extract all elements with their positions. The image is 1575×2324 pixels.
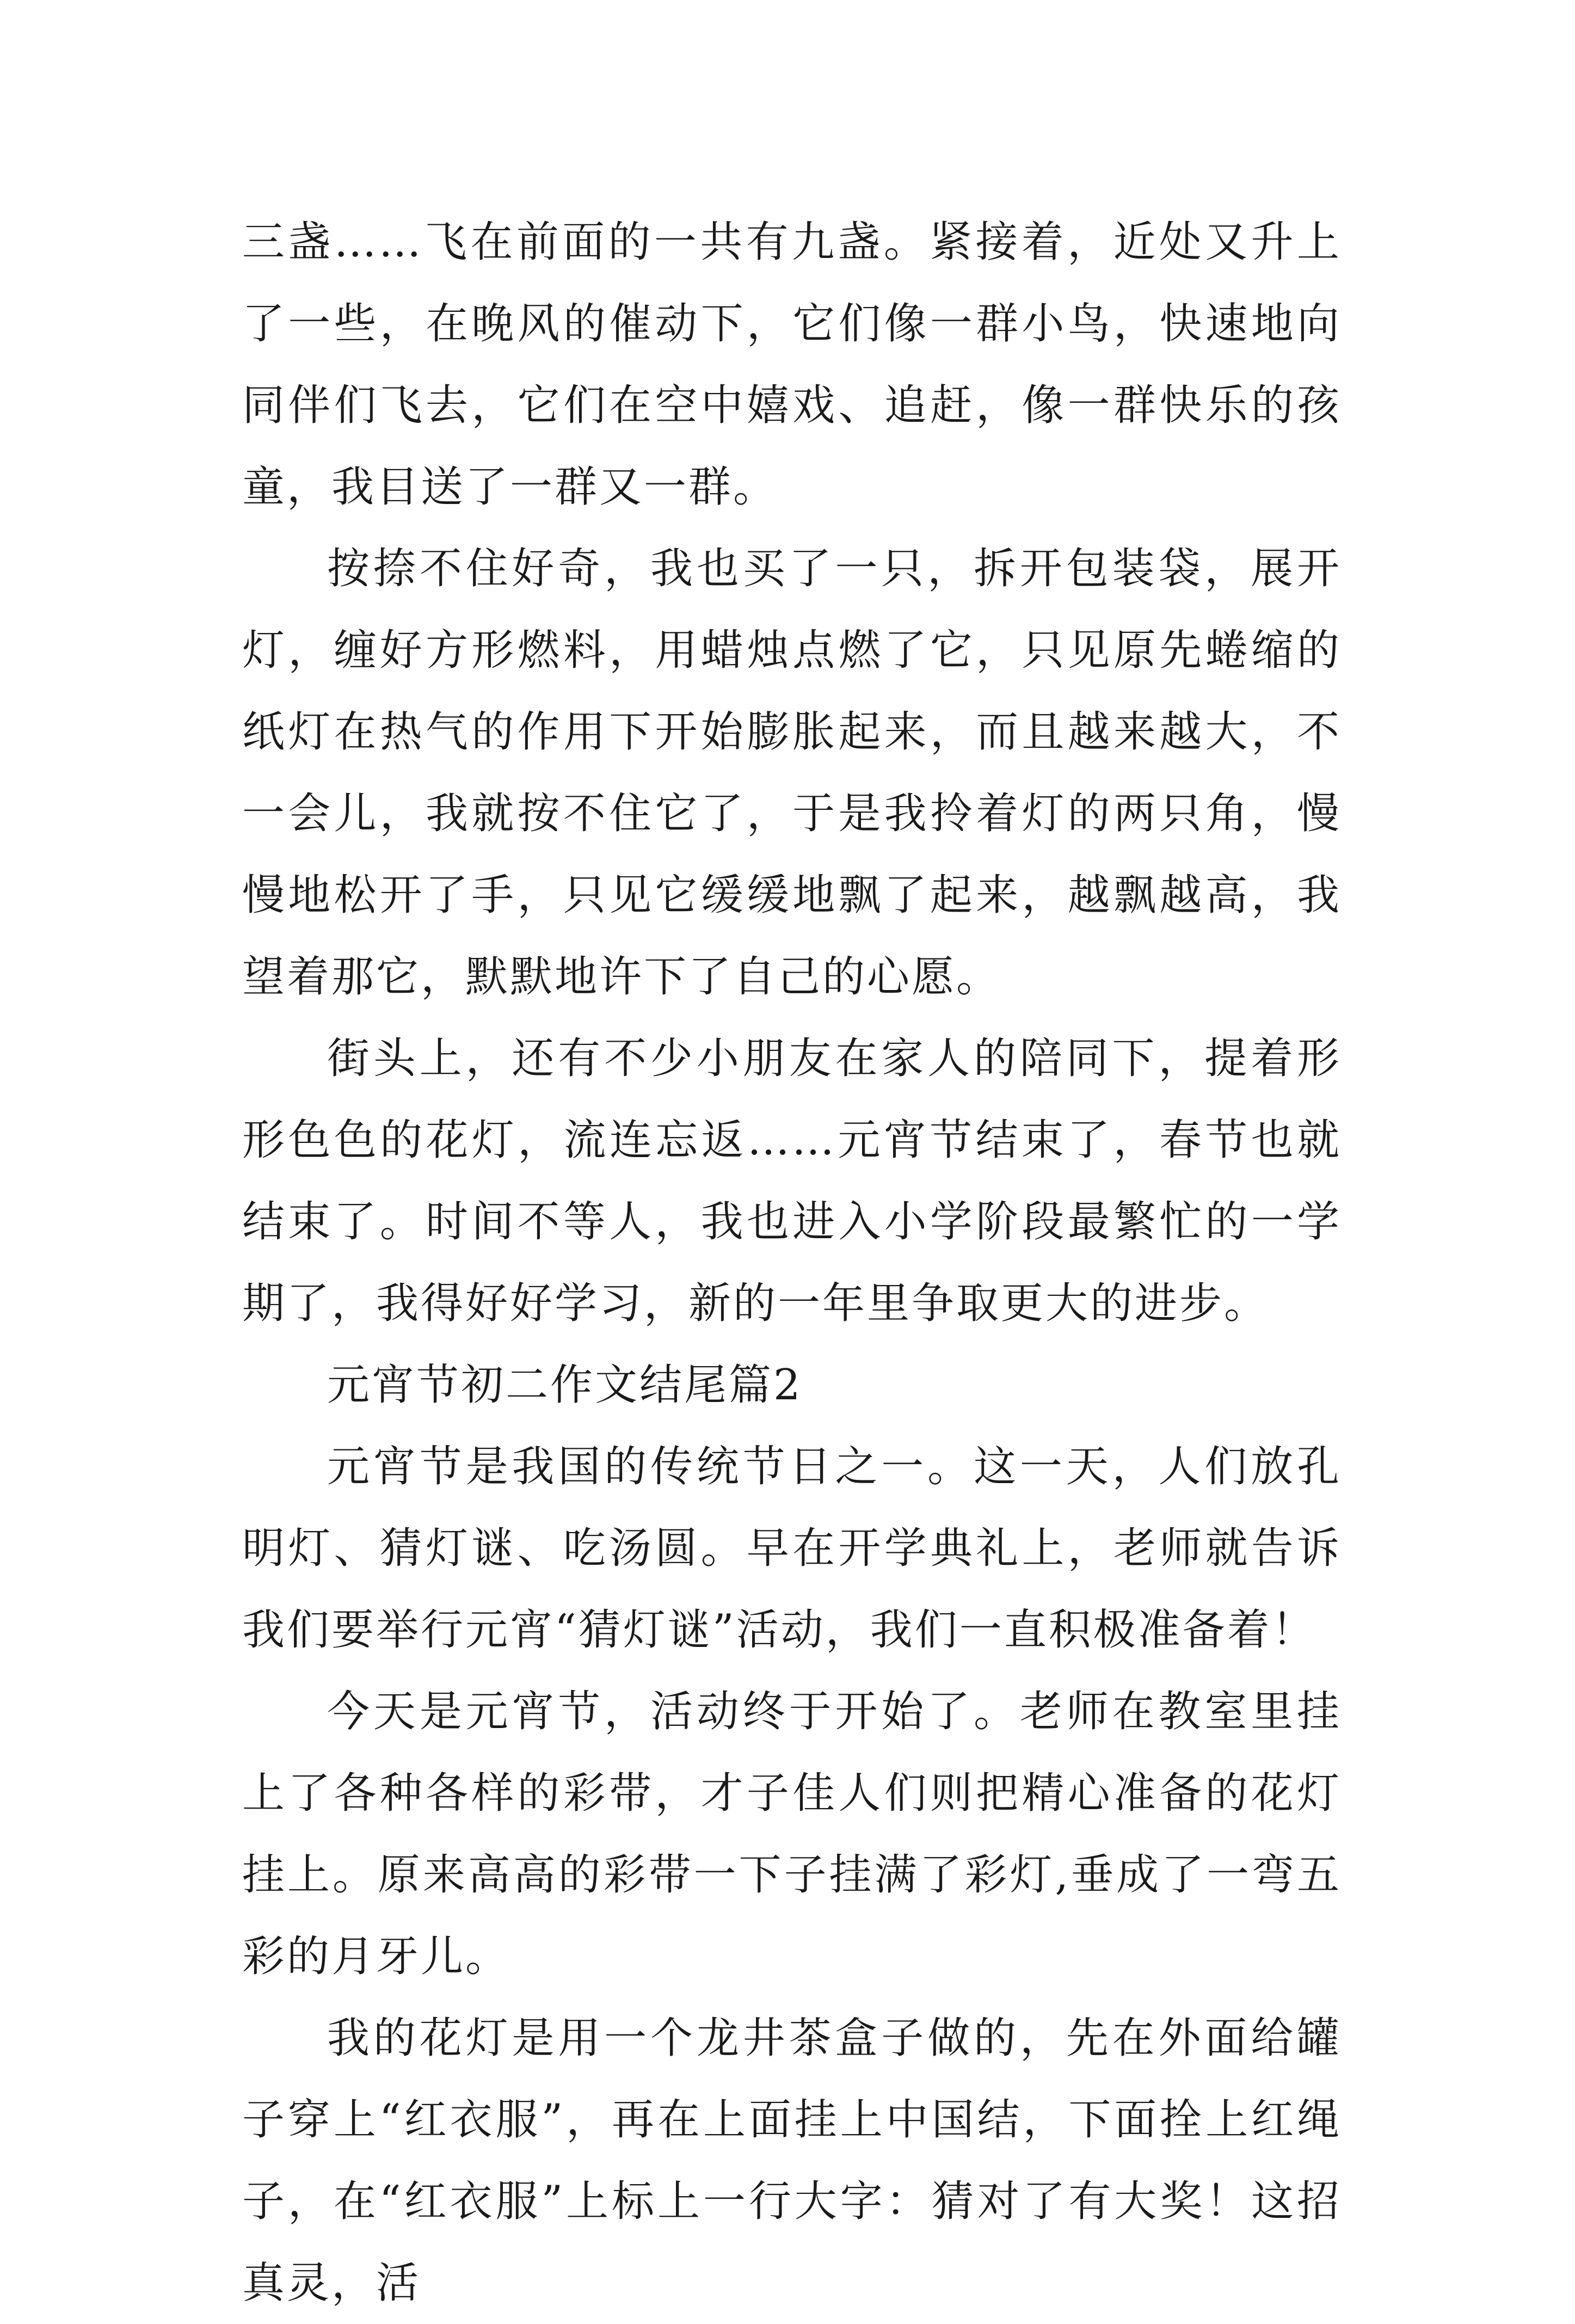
paragraph-lanterns-flying: 三盏……飞在前面的一共有九盏。紧接着，近处又升上了一些，在晚风的催动下，它们像一群小鸟，快速地向同伴们飞去，它们在空中嬉戏、追赶，像一群快乐的孩童，我目送了一群又一群。 [242, 218, 1342, 512]
paragraph-street-children: 街头上，还有不少小朋友在家人的陪同下，提着形形色色的花灯，流连忘返……元宵节结束了，春节也就结束了。时间不等人，我也进入小学阶段最繁忙的一学期了，我得好好学习，新的一年里争取更大的进步。 [242, 1034, 1342, 1328]
paragraph-release-lantern: 按捺不住好奇，我也买了一只，拆开包装袋，展开灯，缠好方形燃料，用蜡烛点燃了它，只见原先蜷缩的纸灯在热气的作用下开始膨胀起来，而且越来越大，不一会儿，我就按不住它了，于是我拎着灯的两只角，慢慢地松开了手，只见它缓缓地飘了起来，越飘越高，我望着那它，默默地许下了自己的心愿。 [242, 544, 1342, 1001]
document-body [242, 201, 1342, 2324]
paragraph-festival-intro: 元宵节是我国的传统节日之一。这一天，人们放孔明灯、猜灯谜、吃汤圆。早在开学典礼上，老师就告诉我们要举行元宵“猜灯谜”活动，我们一直积极准备着！ [242, 1442, 1342, 1655]
section-heading: 元宵节初二作文结尾篇2 [327, 1361, 803, 1410]
paragraph-my-lantern: 我的花灯是用一个龙井茶盒子做的，先在外面给罐子穿上“红衣服”，再在上面挂上中国结，下面拴上红绳子，在“红衣服”上标上一行大字：猜对了有大奖！这招真灵，活 [242, 2014, 1342, 2308]
paragraph-classroom-decoration: 今天是元宵节，活动终于开始了。老师在教室里挂上了各种各样的彩带，才子佳人们则把精心准备的花灯挂上。原来高高的彩带一下子挂满了彩灯,垂成了一弯五彩的月牙儿。 [242, 1687, 1342, 1981]
